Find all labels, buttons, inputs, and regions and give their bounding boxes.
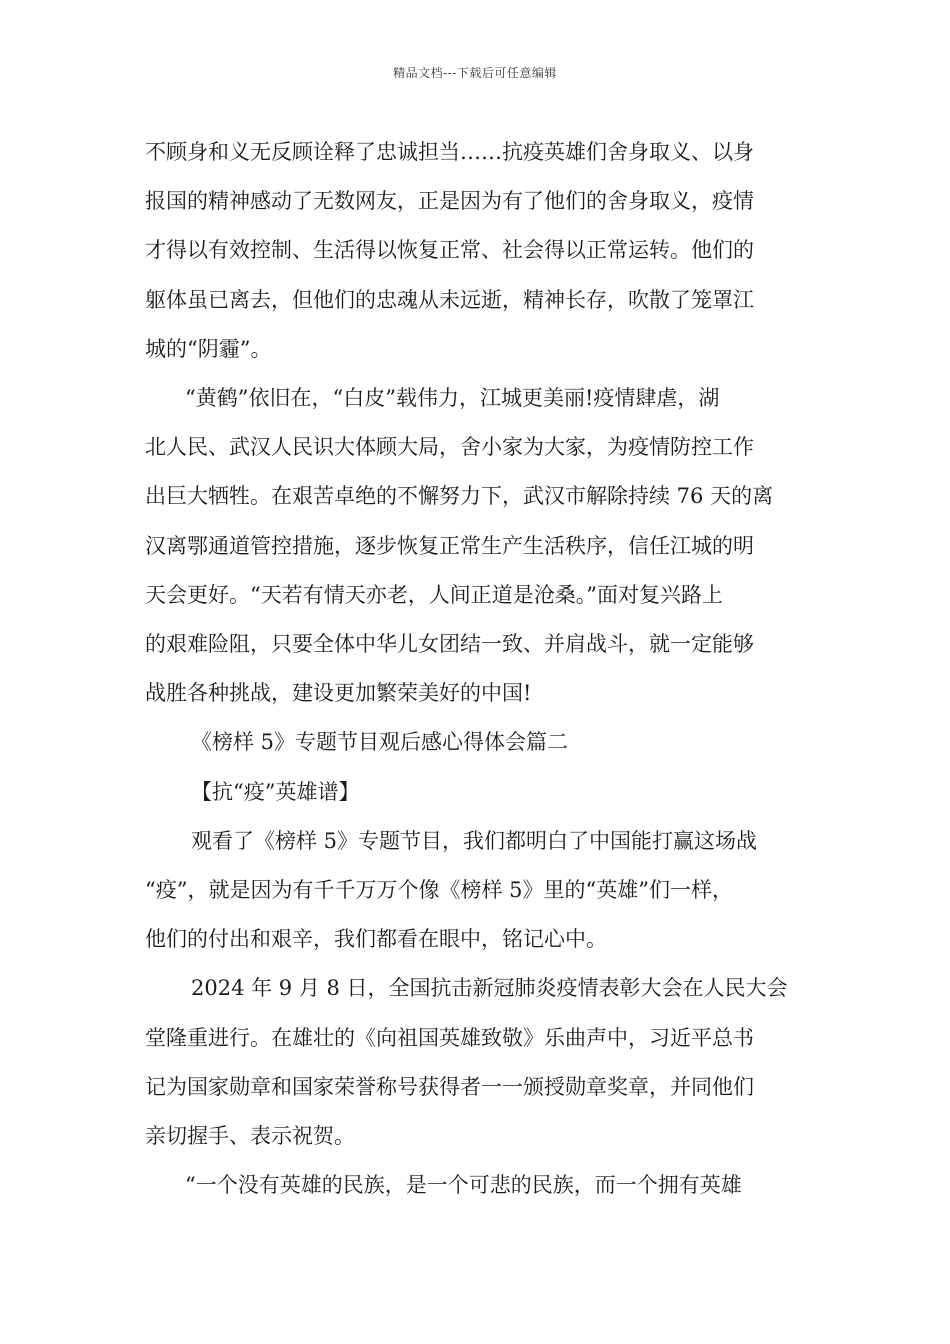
paragraph-1 [145, 128, 825, 374]
text-line: 战胜各种挑战，建设更加繁荣美好的中国! [145, 681, 532, 706]
text-line: 城的“阴霾”。 [145, 336, 272, 361]
text-line: “疫”，就是因为有千千万万个像《榜样 5》里的“英雄”们一样， [145, 878, 733, 903]
text-line: 出巨大牺牲。在艰苦卓绝的不懈努力下，武汉市解除持续 76 天的离 [145, 484, 774, 509]
text-line: 2024 年 9 月 8 日，全国抗击新冠肺炎疫情表彰大会在人民大会 [191, 976, 788, 1001]
text-line: 他们的付出和艰辛，我们都看在眼中，铭记心中。 [145, 927, 607, 952]
text-line: 记为国家勋章和国家荣誉称号获得者一一颁授勋章奖章，并同他们 [145, 1074, 754, 1099]
subsection-heading [145, 768, 825, 817]
text-line: 北人民、武汉人民识大体顾大局，舍小家为大家，为疫情防控工作 [145, 435, 754, 460]
paragraph-2 [145, 374, 825, 718]
paragraph-4 [145, 964, 825, 1161]
text-line: 报国的精神感动了无数网友，正是因为有了他们的舍身取义，疫情 [145, 189, 754, 214]
text-line: 汉离鄂通道管控措施，逐步恢复正常生产生活秩序，信任江城的明 [145, 533, 754, 558]
document-body [145, 128, 825, 1210]
text-line: 观看了《榜样 5》专题节目，我们都明白了中国能打赢这场战 [191, 828, 758, 853]
text-line: 的艰难险阻，只要全体中华儿女团结一致、并肩战斗，就一定能够 [145, 632, 754, 657]
heading-line: 《榜样 5》专题节目观后感心得体会篇二 [191, 730, 569, 755]
text-line: 堂隆重进行。在雄壮的《向祖国英雄致敬》乐曲声中，习近平总书 [145, 1025, 754, 1050]
paragraph-5 [145, 1161, 825, 1210]
text-line: 才得以有效控制、生活得以恢复正常、社会得以正常运转。他们的 [145, 238, 754, 263]
text-line: 躯体虽已离去，但他们的忠魂从未远逝，精神长存，吹散了笼罩江 [145, 287, 754, 312]
text-line: “一个没有英雄的民族，是一个可悲的民族，而一个拥有英雄 [185, 1173, 742, 1198]
text-line: 亲切握手、表示祝贺。 [145, 1124, 355, 1149]
text-line: “黄鹤”依旧在，“白皮”载伟力，江城更美丽!疫情肆虐，湖 [185, 386, 720, 411]
text-line: 不顾身和义无反顾诠释了忠诚担当……抗疫英雄们舍身取义、以身 [145, 140, 754, 164]
heading-line: 【抗“疫”英雄谱】 [191, 779, 360, 804]
text-line: 天会更好。“天若有情天亦老，人间正道是沧桑。”面对复兴路上 [145, 582, 723, 607]
paragraph-3 [145, 817, 825, 965]
section-heading [145, 718, 825, 767]
page-header: 精品文档---下载后可任意编辑 [393, 66, 557, 80]
